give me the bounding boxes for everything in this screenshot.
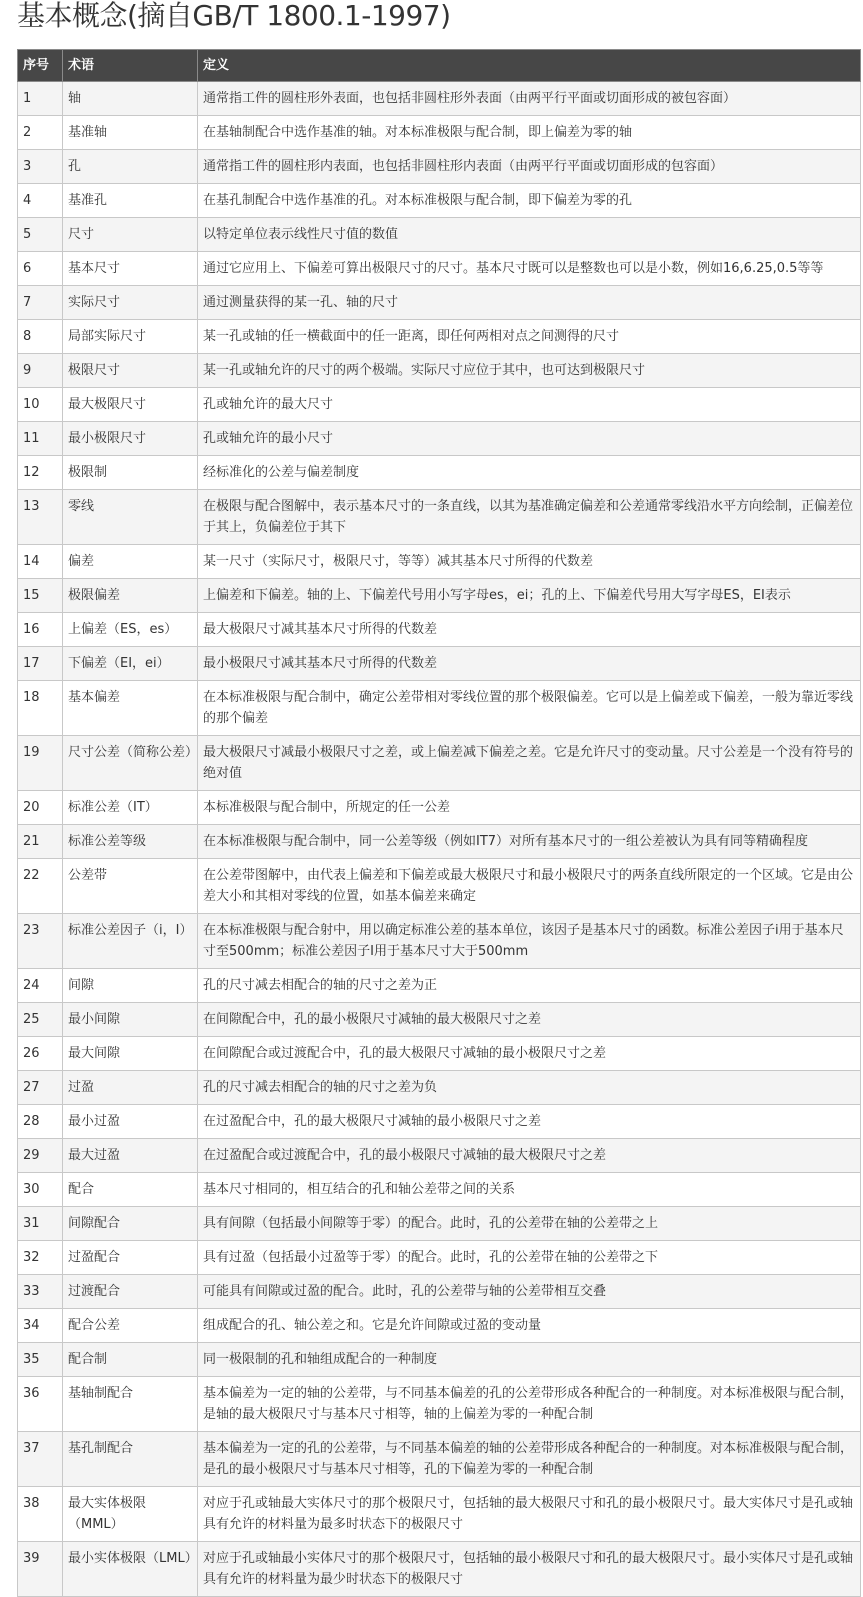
row-number: 6 (18, 252, 63, 286)
row-term: 极限尺寸 (63, 354, 198, 388)
row-term: 配合 (63, 1173, 198, 1207)
row-term: 间隙配合 (63, 1207, 198, 1241)
row-definition: 基本偏差为一定的轴的公差带，与不同基本偏差的孔的公差带形成各种配合的一种制度。对本标准极限与配合制，是轴的最大极限尺寸与基本尺寸相等，轴的上偏差为零的一种配合制 (198, 1377, 861, 1432)
row-number: 14 (18, 545, 63, 579)
row-number: 7 (18, 286, 63, 320)
row-number: 1 (18, 82, 63, 116)
table-row (18, 1105, 861, 1139)
row-number: 19 (18, 736, 63, 791)
row-term: 最小极限尺寸 (63, 422, 198, 456)
row-definition: 孔或轴允许的最大尺寸 (198, 388, 861, 422)
row-definition: 具有过盈（包括最小过盈等于零）的配合。此时，孔的公差带在轴的公差带之下 (198, 1241, 861, 1275)
row-number: 33 (18, 1275, 63, 1309)
row-definition: 在基孔制配合中选作基准的孔。对本标准极限与配合制，即下偏差为零的孔 (198, 184, 861, 218)
row-number: 32 (18, 1241, 63, 1275)
row-definition: 经标准化的公差与偏差制度 (198, 456, 861, 490)
table-row (18, 286, 861, 320)
row-number: 24 (18, 969, 63, 1003)
table-header-row (18, 50, 861, 82)
row-number: 29 (18, 1139, 63, 1173)
table-row (18, 116, 861, 150)
row-definition: 通常指工件的圆柱形内表面，也包括非圆柱形内表面（由两平行平面或切面形成的包容面） (198, 150, 861, 184)
table-row (18, 859, 861, 914)
table-row (18, 1241, 861, 1275)
row-definition: 对应于孔或轴最小实体尺寸的那个极限尺寸，包括轴的最小极限尺寸和孔的最大极限尺寸。最小实体尺寸是孔或轴具有允许的材料量为最少时状态下的极限尺寸 (198, 1542, 861, 1597)
terms-table (17, 49, 861, 1597)
terms-table-container (17, 49, 860, 1597)
row-number: 11 (18, 422, 63, 456)
row-term: 标准公差（IT） (63, 791, 198, 825)
row-term: 过盈 (63, 1071, 198, 1105)
row-number: 35 (18, 1343, 63, 1377)
row-definition: 在本标准极限与配合射中，用以确定标准公差的基本单位，该因子是基本尺寸的函数。标准公差因子i用于基本尺寸至500mm；标准公差因子I用于基本尺寸大于500mm (198, 914, 861, 969)
row-number: 13 (18, 490, 63, 545)
row-term: 标准公差因子（i，I） (63, 914, 198, 969)
row-number: 10 (18, 388, 63, 422)
row-term: 最小过盈 (63, 1105, 198, 1139)
row-term: 配合制 (63, 1343, 198, 1377)
row-term: 基准孔 (63, 184, 198, 218)
table-row (18, 1003, 861, 1037)
table-body (18, 82, 861, 1597)
table-row (18, 1071, 861, 1105)
table-row (18, 1275, 861, 1309)
row-number: 20 (18, 791, 63, 825)
row-term: 最大过盈 (63, 1139, 198, 1173)
row-term: 局部实际尺寸 (63, 320, 198, 354)
row-definition: 本标准极限与配合制中，所规定的任一公差 (198, 791, 861, 825)
table-row (18, 1377, 861, 1432)
table-row (18, 736, 861, 791)
row-term: 轴 (63, 82, 198, 116)
row-definition: 某一孔或轴允许的尺寸的两个极端。实际尺寸应位于其中，也可达到极限尺寸 (198, 354, 861, 388)
row-definition: 孔或轴允许的最小尺寸 (198, 422, 861, 456)
table-row (18, 1487, 861, 1542)
table-row (18, 825, 861, 859)
row-definition: 某一孔或轴的任一横截面中的任一距离，即任何两相对点之间测得的尺寸 (198, 320, 861, 354)
table-row (18, 1037, 861, 1071)
row-number: 27 (18, 1071, 63, 1105)
row-number: 12 (18, 456, 63, 490)
row-number: 26 (18, 1037, 63, 1071)
row-number: 28 (18, 1105, 63, 1139)
row-number: 23 (18, 914, 63, 969)
row-term: 基准轴 (63, 116, 198, 150)
row-number: 30 (18, 1173, 63, 1207)
table-row (18, 579, 861, 613)
row-number: 38 (18, 1487, 63, 1542)
row-definition: 通常指工件的圆柱形外表面，也包括非圆柱形外表面（由两平行平面或切面形成的被包容面） (198, 82, 861, 116)
header-definition: 定义 (198, 50, 861, 82)
row-definition: 在本标准极限与配合制中，同一公差等级（例如IT7）对所有基本尺寸的一组公差被认为具有同等精确程度 (198, 825, 861, 859)
row-definition: 基本尺寸相同的，相互结合的孔和轴公差带之间的关系 (198, 1173, 861, 1207)
row-term: 公差带 (63, 859, 198, 914)
header-term: 术语 (63, 50, 198, 82)
row-number: 21 (18, 825, 63, 859)
row-number: 34 (18, 1309, 63, 1343)
row-term: 孔 (63, 150, 198, 184)
row-number: 18 (18, 681, 63, 736)
row-term: 极限制 (63, 456, 198, 490)
table-row (18, 969, 861, 1003)
row-number: 8 (18, 320, 63, 354)
row-definition: 孔的尺寸减去相配合的轴的尺寸之差为负 (198, 1071, 861, 1105)
table-row (18, 681, 861, 736)
row-definition: 可能具有间隙或过盈的配合。此时，孔的公差带与轴的公差带相互交叠 (198, 1275, 861, 1309)
row-definition: 在过盈配合中，孔的最大极限尺寸减轴的最小极限尺寸之差 (198, 1105, 861, 1139)
row-definition: 通过测量获得的某一孔、轴的尺寸 (198, 286, 861, 320)
table-row (18, 545, 861, 579)
row-definition: 对应于孔或轴最大实体尺寸的那个极限尺寸，包括轴的最大极限尺寸和孔的最小极限尺寸。最大实体尺寸是孔或轴具有允许的材料量为最多时状态下的极限尺寸 (198, 1487, 861, 1542)
row-term: 间隙 (63, 969, 198, 1003)
row-number: 31 (18, 1207, 63, 1241)
row-term: 最大极限尺寸 (63, 388, 198, 422)
row-term: 最大实体极限（MML） (63, 1487, 198, 1542)
row-term: 配合公差 (63, 1309, 198, 1343)
table-row (18, 791, 861, 825)
table-row (18, 914, 861, 969)
row-term: 实际尺寸 (63, 286, 198, 320)
table-row (18, 1343, 861, 1377)
row-definition: 孔的尺寸减去相配合的轴的尺寸之差为正 (198, 969, 861, 1003)
row-definition: 具有间隙（包括最小间隙等于零）的配合。此时，孔的公差带在轴的公差带之上 (198, 1207, 861, 1241)
row-term: 最小间隙 (63, 1003, 198, 1037)
row-term: 尺寸公差（简称公差） (63, 736, 198, 791)
row-number: 9 (18, 354, 63, 388)
row-number: 22 (18, 859, 63, 914)
row-term: 最大间隙 (63, 1037, 198, 1071)
row-number: 4 (18, 184, 63, 218)
row-definition: 上偏差和下偏差。轴的上、下偏差代号用小写字母es，ei；孔的上、下偏差代号用大写字母ES，EI表示 (198, 579, 861, 613)
row-term: 基本偏差 (63, 681, 198, 736)
table-row (18, 1139, 861, 1173)
row-definition: 在过盈配合或过渡配合中，孔的最小极限尺寸减轴的最大极限尺寸之差 (198, 1139, 861, 1173)
table-row (18, 82, 861, 116)
row-term: 基本尺寸 (63, 252, 198, 286)
row-number: 37 (18, 1432, 63, 1487)
row-number: 25 (18, 1003, 63, 1037)
table-row (18, 1432, 861, 1487)
row-definition: 基本偏差为一定的孔的公差带，与不同基本偏差的轴的公差带形成各种配合的一种制度。对本标准极限与配合制，是孔的最小极限尺寸与基本尺寸相等，孔的下偏差为零的一种配合制 (198, 1432, 861, 1487)
table-row (18, 1207, 861, 1241)
row-definition: 在本标准极限与配合制中，确定公差带相对零线位置的那个极限偏差。它可以是上偏差或下偏差，一般为靠近零线的那个偏差 (198, 681, 861, 736)
table-row (18, 320, 861, 354)
row-number: 2 (18, 116, 63, 150)
table-row (18, 252, 861, 286)
row-number: 39 (18, 1542, 63, 1597)
row-number: 16 (18, 613, 63, 647)
row-term: 上偏差（ES，es） (63, 613, 198, 647)
row-term: 过盈配合 (63, 1241, 198, 1275)
row-term: 下偏差（EI，ei） (63, 647, 198, 681)
row-definition: 同一极限制的孔和轴组成配合的一种制度 (198, 1343, 861, 1377)
row-definition: 组成配合的孔、轴公差之和。它是允许间隙或过盈的变动量 (198, 1309, 861, 1343)
row-term: 标准公差等级 (63, 825, 198, 859)
row-definition: 在间隙配合中，孔的最小极限尺寸减轴的最大极限尺寸之差 (198, 1003, 861, 1037)
table-row (18, 184, 861, 218)
row-number: 36 (18, 1377, 63, 1432)
table-row (18, 456, 861, 490)
table-row (18, 354, 861, 388)
table-row (18, 647, 861, 681)
table-row (18, 613, 861, 647)
table-row (18, 150, 861, 184)
row-term: 过渡配合 (63, 1275, 198, 1309)
row-term: 基孔制配合 (63, 1432, 198, 1487)
row-term: 极限偏差 (63, 579, 198, 613)
table-row (18, 1542, 861, 1597)
row-term: 基轴制配合 (63, 1377, 198, 1432)
row-definition: 最大极限尺寸减最小极限尺寸之差，或上偏差减下偏差之差。它是允许尺寸的变动量。尺寸公差是一个没有符号的绝对值 (198, 736, 861, 791)
row-definition: 最小极限尺寸减其基本尺寸所得的代数差 (198, 647, 861, 681)
row-definition: 最大极限尺寸减其基本尺寸所得的代数差 (198, 613, 861, 647)
table-row (18, 1173, 861, 1207)
row-number: 3 (18, 150, 63, 184)
row-term: 最小实体极限（LML） (63, 1542, 198, 1597)
row-definition: 通过它应用上、下偏差可算出极限尺寸的尺寸。基本尺寸既可以是整数也可以是小数，例如16,6.25,0.5等等 (198, 252, 861, 286)
row-definition: 以特定单位表示线性尺寸值的数值 (198, 218, 861, 252)
header-number: 序号 (18, 50, 63, 82)
row-number: 17 (18, 647, 63, 681)
table-row (18, 1309, 861, 1343)
row-number: 5 (18, 218, 63, 252)
row-term: 尺寸 (63, 218, 198, 252)
row-definition: 在极限与配合图解中，表示基本尺寸的一条直线，以其为基准确定偏差和公差通常零线沿水平方向绘制，正偏差位于其上，负偏差位于其下 (198, 490, 861, 545)
page-title: 基本概念(摘自GB/T 1800.1-1997) (17, 0, 451, 32)
table-row (18, 422, 861, 456)
row-definition: 在基轴制配合中选作基准的轴。对本标准极限与配合制，即上偏差为零的轴 (198, 116, 861, 150)
row-term: 零线 (63, 490, 198, 545)
table-row (18, 218, 861, 252)
table-row (18, 388, 861, 422)
table-row (18, 490, 861, 545)
row-definition: 在公差带图解中，由代表上偏差和下偏差或最大极限尺寸和最小极限尺寸的两条直线所限定的一个区域。它是由公差大小和其相对零线的位置，如基本偏差来确定 (198, 859, 861, 914)
row-definition: 在间隙配合或过渡配合中，孔的最大极限尺寸减轴的最小极限尺寸之差 (198, 1037, 861, 1071)
row-term: 偏差 (63, 545, 198, 579)
row-definition: 某一尺寸（实际尺寸，极限尺寸，等等）减其基本尺寸所得的代数差 (198, 545, 861, 579)
row-number: 15 (18, 579, 63, 613)
